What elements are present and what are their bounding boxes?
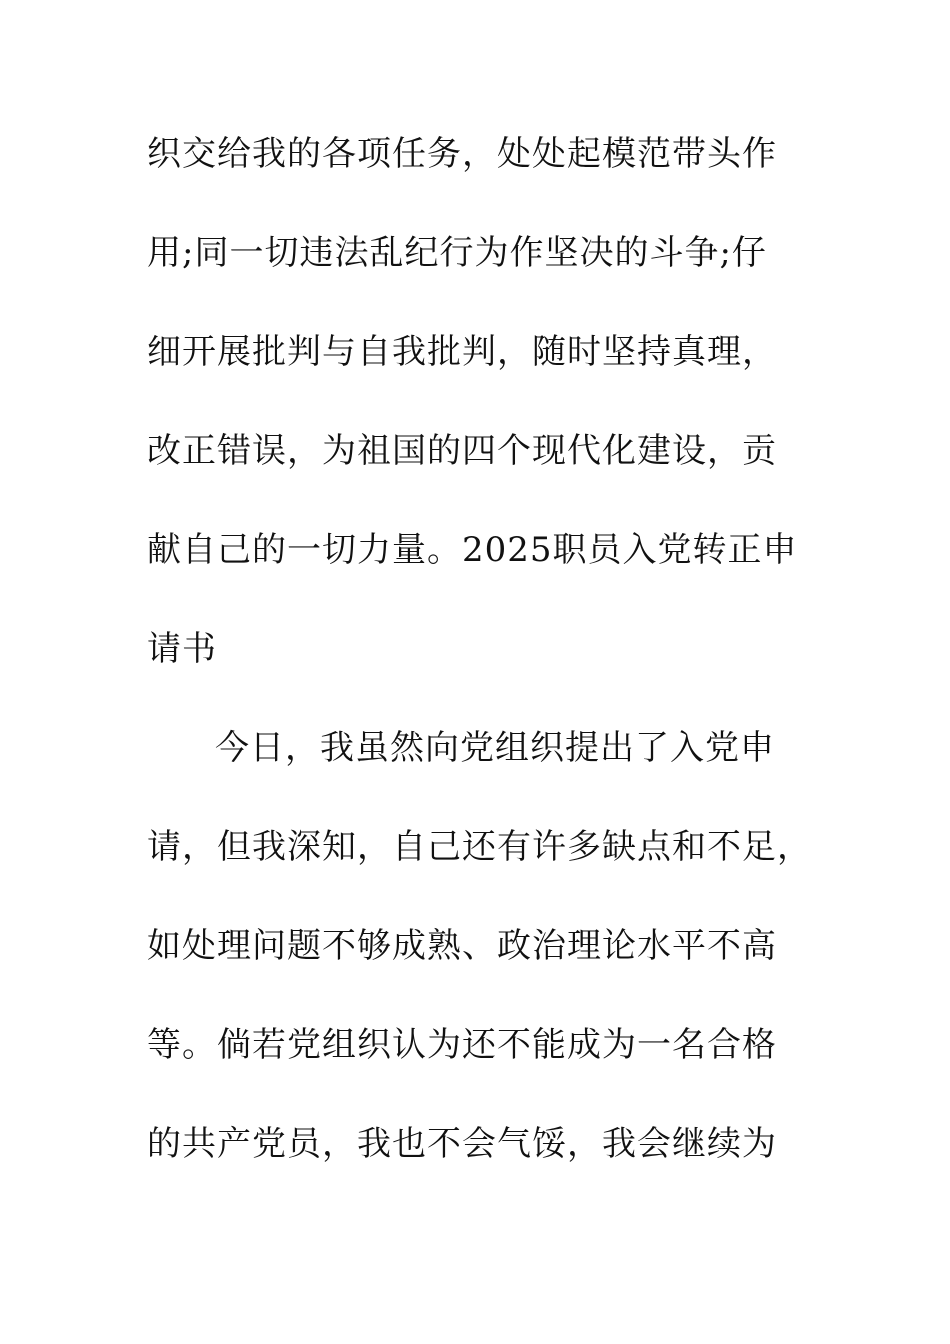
text-line: 的共产党员，我也不会气馁，我会继续为 — [147, 1124, 777, 1164]
text-line: 改正错误，为祖国的四个现代化建设，贡 — [147, 431, 777, 471]
text-line: 如处理问题不够成熟、政治理论水平不高 — [147, 926, 777, 966]
text-line: 献自己的一切力量。2025职员入党转正申 — [147, 530, 798, 570]
body-text — [147, 128, 812, 1217]
text-line: 请书 — [147, 629, 217, 669]
paragraph-start-line: 今日，我虽然向党组织提出了入党申 — [215, 728, 775, 768]
text-line: 请，但我深知，自己还有许多缺点和不足， — [147, 827, 812, 867]
text-line: 用;同一切违法乱纪行为作坚决的斗争;仔 — [147, 233, 767, 273]
text-line: 等。倘若党组织认为还不能成为一名合格 — [147, 1025, 777, 1065]
text-line: 织交给我的各项任务，处处起模范带头作 — [147, 134, 777, 174]
text-line: 细开展批判与自我批判，随时坚持真理， — [147, 332, 777, 372]
